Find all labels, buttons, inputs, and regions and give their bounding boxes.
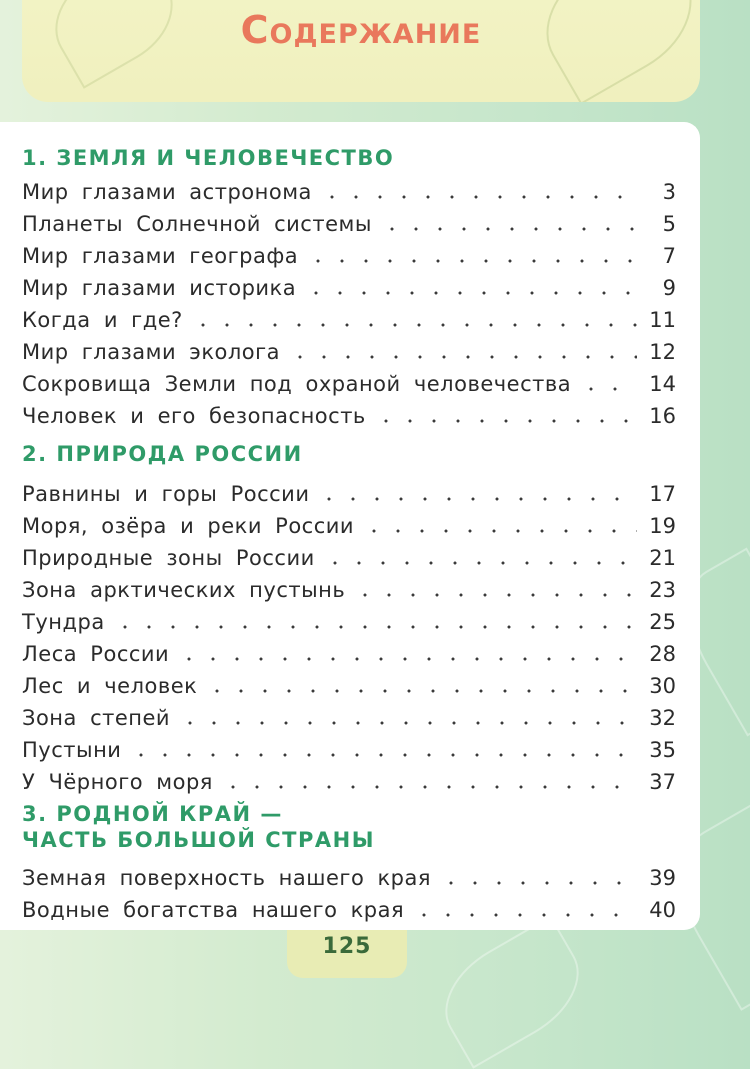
toc-entry-label: Пустыни	[22, 738, 122, 762]
toc-entry-page: 35	[649, 738, 676, 762]
dot-leader	[288, 354, 637, 360]
toc-entry-label: Леса России	[22, 642, 170, 666]
dot-leader	[412, 912, 637, 918]
dot-leader	[579, 386, 637, 392]
toc-entry[interactable]	[22, 332, 676, 364]
toc-entry[interactable]	[22, 666, 676, 698]
toc-entry-page: 9	[662, 276, 676, 300]
toc-entry-label: Лес и человек	[22, 674, 198, 698]
leaf-decoration	[426, 915, 598, 1068]
toc-entry-page: 39	[649, 866, 676, 890]
toc-entry-page: 5	[662, 212, 676, 236]
toc-entry-label: Тундра	[22, 610, 105, 634]
dot-leader	[362, 528, 637, 534]
section-title-line-1: 3. РОДНОЙ КРАЙ —	[22, 802, 283, 826]
toc-entry-page: 16	[649, 404, 676, 428]
toc-entry-page: 17	[649, 482, 676, 506]
dot-leader	[306, 258, 640, 264]
toc-entry[interactable]	[22, 172, 676, 204]
toc-entry[interactable]	[22, 300, 676, 332]
dot-leader	[317, 496, 637, 502]
dot-leader	[221, 784, 637, 790]
toc-entry-page: 40	[649, 898, 676, 922]
page-title: Содержание	[240, 8, 482, 52]
toc-entry[interactable]	[22, 890, 676, 922]
toc-entry[interactable]	[22, 602, 676, 634]
toc-entry[interactable]	[22, 396, 676, 428]
toc-entry-label: Земная поверхность нашего края	[22, 866, 431, 890]
dot-leader	[177, 656, 637, 662]
toc-entry[interactable]	[22, 634, 676, 666]
toc-entry[interactable]	[22, 762, 676, 794]
toc-entry-label: Сокровища Земли под охраной человечества	[22, 372, 572, 396]
dot-leader	[205, 688, 637, 694]
toc-entry-label: Равнины и горы России	[22, 482, 310, 506]
toc-entry-page: 7	[662, 244, 676, 268]
toc-entry-label: Мир глазами эколога	[22, 340, 281, 364]
toc-entry-page: 30	[649, 674, 676, 698]
toc-entry-page: 25	[649, 610, 676, 634]
page-number: 125	[322, 934, 372, 959]
toc-entry-page: 21	[649, 546, 676, 570]
toc-entry-label: Планеты Солнечной системы	[22, 212, 372, 236]
toc-entry-page: 28	[649, 642, 676, 666]
dot-leader	[320, 194, 640, 200]
toc-entry[interactable]	[22, 858, 676, 890]
section-title: 2. ПРИРОДА РОССИИ	[22, 442, 303, 466]
page-number-tab	[287, 930, 407, 978]
toc-entry-label: Когда и где?	[22, 308, 183, 332]
toc-entry-page: 32	[649, 706, 676, 730]
toc-entry-label: Природные зоны России	[22, 546, 315, 570]
toc-entry-page: 12	[649, 340, 676, 364]
toc-entry-label: Водные богатства нашего края	[22, 898, 405, 922]
toc-entry-label: Зона арктических пустынь	[22, 578, 346, 602]
toc-entry-page: 11	[649, 308, 676, 332]
dot-leader	[129, 752, 637, 758]
toc-entry[interactable]	[22, 364, 676, 396]
toc-entry[interactable]	[22, 698, 676, 730]
toc-entry[interactable]	[22, 204, 676, 236]
dot-leader	[439, 880, 637, 886]
dot-leader	[380, 226, 640, 232]
toc-entry-label: Человек и его безопасность	[22, 404, 366, 428]
toc-entry-page: 23	[649, 578, 676, 602]
header-banner	[22, 0, 700, 102]
toc-entry-page: 19	[649, 514, 676, 538]
section-title-line-2: ЧАСТЬ БОЛЬШОЙ СТРАНЫ	[22, 828, 375, 852]
dot-leader	[191, 322, 637, 328]
toc-entry[interactable]	[22, 730, 676, 762]
dot-leader	[323, 560, 637, 566]
dot-leader	[178, 720, 637, 726]
toc-entry[interactable]	[22, 506, 676, 538]
toc-entry[interactable]	[22, 538, 676, 570]
toc-entry[interactable]	[22, 268, 676, 300]
toc-entry-page: 3	[662, 180, 676, 204]
toc-entry-label: Зона степей	[22, 706, 171, 730]
toc-entry-label: Мир глазами астронома	[22, 180, 312, 204]
dot-leader	[113, 624, 638, 630]
toc-entry-label: Мир глазами географа	[22, 244, 299, 268]
toc-entry-label: Мир глазами историка	[22, 276, 297, 300]
toc-entry[interactable]	[22, 474, 676, 506]
toc-entry-page: 14	[649, 372, 676, 396]
dot-leader	[304, 290, 640, 296]
toc-entry[interactable]	[22, 236, 676, 268]
toc-entry[interactable]	[22, 570, 676, 602]
toc-entry-label: Моря, озёра и реки России	[22, 514, 355, 538]
toc-entry-label: У Чёрного моря	[22, 770, 213, 794]
section-title: 1. ЗЕМЛЯ И ЧЕЛОВЕЧЕСТВО	[22, 146, 395, 170]
dot-leader	[353, 592, 637, 598]
toc-entry-page: 37	[649, 770, 676, 794]
dot-leader	[374, 418, 637, 424]
